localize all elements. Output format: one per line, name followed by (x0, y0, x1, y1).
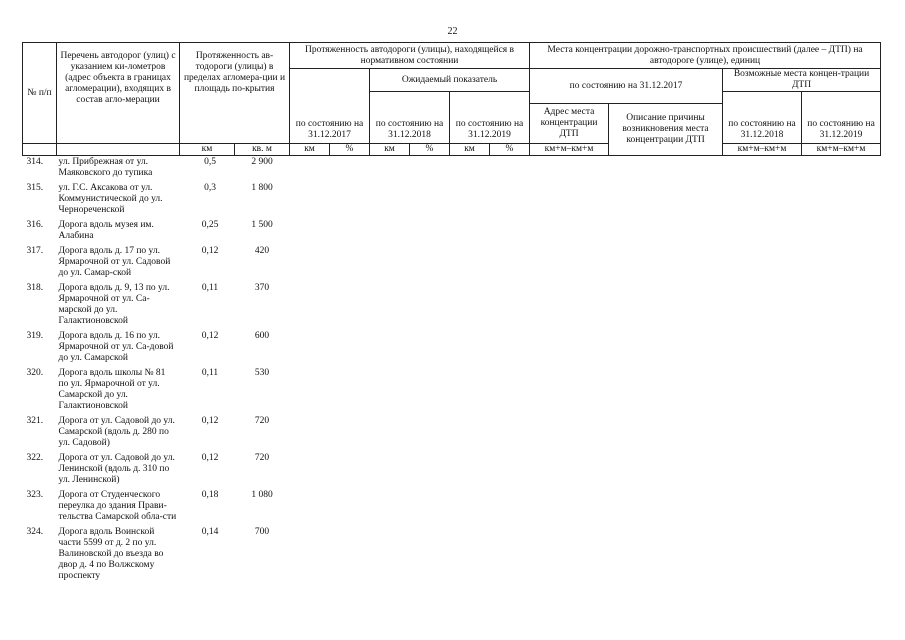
table-row (23, 182, 881, 219)
empty-cell (609, 526, 723, 585)
empty-cell (723, 282, 802, 330)
empty-cell (410, 182, 450, 219)
empty-cell (802, 156, 881, 183)
empty-cell (530, 452, 609, 489)
empty-cell (802, 330, 881, 367)
empty-cell (802, 282, 881, 330)
row-number: 319. (26, 331, 44, 341)
unit-pct: % (490, 144, 530, 156)
empty-cell (290, 452, 330, 489)
road-area-sqm: 600 (254, 331, 270, 341)
empty-cell (723, 182, 802, 219)
empty-cell (609, 156, 723, 183)
empty-cell (370, 219, 410, 245)
unit-pct: % (330, 144, 370, 156)
unit-sqm: кв. м (235, 144, 290, 156)
header-normative-group: Протяженность автодороги (улицы), находящейся в нормативном состоянии (290, 43, 530, 69)
empty-cell (490, 182, 530, 219)
empty-cell (290, 282, 330, 330)
row-number: 320. (26, 368, 44, 378)
header-as-of-2017: по состоянию на 31.12.2017 (290, 69, 370, 144)
empty-cell (530, 489, 609, 526)
road-area-sqm: 530 (254, 368, 270, 378)
empty-cell (802, 415, 881, 452)
empty-cell (410, 330, 450, 367)
empty-cell (530, 156, 609, 183)
road-name: Дорога вдоль Воинской части 5599 от д. 2 по ул. Валиновской до въезда во двор д. 4 по Волжскому проспекту (58, 527, 164, 581)
road-length-km: 0,11 (201, 283, 219, 293)
empty-cell (530, 282, 609, 330)
empty-cell (450, 282, 490, 330)
empty-cell (410, 489, 450, 526)
empty-cell (370, 415, 410, 452)
empty-cell (330, 489, 370, 526)
row-number: 323. (26, 490, 44, 500)
unit-pct: % (410, 144, 450, 156)
empty-cell (370, 452, 410, 489)
road-length-km: 0,5 (204, 157, 216, 167)
empty-cell (330, 452, 370, 489)
header-as-of-2019: по состоянию на 31.12.2019 (450, 92, 530, 144)
table-header (23, 43, 881, 156)
unit-kmkm: км+м–км+м (802, 144, 881, 156)
empty-cell (530, 526, 609, 585)
road-name: Дорога вдоль д. 17 по ул. Ярмарочной от ул. Садовой до ул. Самар-ской (58, 246, 171, 278)
empty-cell (530, 182, 609, 219)
row-number: 324. (26, 527, 44, 537)
empty-cell (490, 245, 530, 282)
empty-cell (609, 282, 723, 330)
table-row (23, 245, 881, 282)
empty-cell (490, 282, 530, 330)
empty-cell (723, 156, 802, 183)
road-area-sqm: 370 (254, 283, 270, 293)
table-row (23, 156, 881, 183)
empty-cell (723, 245, 802, 282)
empty-cell (609, 367, 723, 415)
empty-cell (410, 219, 450, 245)
empty-cell (802, 452, 881, 489)
table-row (23, 282, 881, 330)
row-number: 315. (26, 183, 44, 193)
road-area-sqm: 1 800 (251, 183, 273, 193)
page-number: 22 (447, 26, 458, 37)
road-length-km: 0,14 (201, 527, 219, 537)
road-area-sqm: 2 900 (251, 157, 273, 167)
empty-cell (370, 489, 410, 526)
empty-cell (450, 526, 490, 585)
empty-cell (450, 415, 490, 452)
road-name: Дорога вдоль музея им. Алабина (58, 220, 154, 241)
empty-cell (802, 367, 881, 415)
header-as-of-2018: по состоянию на 31.12.2018 (370, 92, 450, 144)
empty-cell (330, 182, 370, 219)
road-name: Дорога от ул. Садовой до ул. Ленинской (вдоль д. 310 по ул. Ленинской) (58, 453, 175, 485)
empty-cell (802, 526, 881, 585)
road-area-sqm: 1 500 (251, 220, 273, 230)
road-length-km: 0,12 (201, 331, 219, 341)
header-expected: Ожидаемый показатель (370, 69, 530, 92)
empty-cell (490, 367, 530, 415)
empty-cell (530, 245, 609, 282)
empty-cell (330, 156, 370, 183)
header-description: Описание причины возникновения места концентрации ДТП (609, 104, 723, 156)
unit-km: км (370, 144, 410, 156)
empty-cell (802, 489, 881, 526)
empty-cell (490, 330, 530, 367)
table-row (23, 415, 881, 452)
table-row (23, 489, 881, 526)
empty-cell (410, 245, 450, 282)
unit-kmkm: км+м–км+м (723, 144, 802, 156)
empty-cell (530, 367, 609, 415)
empty-cell (609, 489, 723, 526)
road-name: Дорога от ул. Садовой до ул. Самарской (вдоль д. 280 по ул. Садовой) (58, 416, 175, 448)
empty-cell (290, 367, 330, 415)
empty-cell (330, 219, 370, 245)
unit-kmkm: км+м–км+м (530, 144, 609, 156)
empty-cell (530, 415, 609, 452)
empty-cell (450, 489, 490, 526)
empty-cell (723, 330, 802, 367)
empty-cell (609, 415, 723, 452)
row-number: 321. (26, 416, 44, 426)
empty-cell (290, 219, 330, 245)
header-length: Протяженность ав-тодороги (улицы) в пределах агломера-ции и площадь по-крытия (180, 43, 290, 144)
row-number: 322. (26, 453, 44, 463)
empty-cell (410, 415, 450, 452)
empty-cell (530, 330, 609, 367)
empty-cell (609, 182, 723, 219)
road-area-sqm: 700 (254, 527, 270, 537)
empty-cell (290, 526, 330, 585)
empty-cell (410, 452, 450, 489)
table-row (23, 526, 881, 585)
road-length-km: 0,25 (201, 220, 219, 230)
road-area-sqm: 720 (254, 416, 270, 426)
empty-cell (609, 330, 723, 367)
empty-cell (290, 245, 330, 282)
empty-cell (450, 452, 490, 489)
empty-cell (370, 330, 410, 367)
road-length-km: 0,11 (201, 368, 219, 378)
empty-cell (330, 526, 370, 585)
empty-cell (450, 156, 490, 183)
empty-cell (370, 526, 410, 585)
empty-cell (330, 415, 370, 452)
unit-empty (57, 144, 180, 156)
empty-cell (490, 219, 530, 245)
row-number: 314. (26, 157, 44, 167)
empty-cell (609, 245, 723, 282)
empty-cell (290, 415, 330, 452)
empty-cell (450, 245, 490, 282)
header-address: Адрес места концентрации ДТП (530, 104, 609, 144)
empty-cell (330, 330, 370, 367)
header-num: № п/п (23, 43, 57, 144)
empty-cell (450, 330, 490, 367)
empty-cell (290, 330, 330, 367)
empty-cell (450, 367, 490, 415)
unit-empty (23, 144, 57, 156)
road-length-km: 0,18 (201, 490, 219, 500)
header-possible-places: Возможные места концен-трации ДТП (723, 69, 881, 92)
row-number: 317. (26, 246, 44, 256)
empty-cell (723, 219, 802, 245)
empty-cell (802, 245, 881, 282)
table-row (23, 367, 881, 415)
road-length-km: 0,12 (201, 453, 219, 463)
empty-cell (370, 282, 410, 330)
empty-cell (330, 245, 370, 282)
empty-cell (370, 182, 410, 219)
road-name: ул. Г.С. Аксакова от ул. Коммунистической до ул. Чернореченской (58, 183, 163, 215)
header-road-list: Перечень автодорог (улиц) с указанием ки-лометров (адрес объекта в границах агломерации), входящих в состав агло-мерации (57, 43, 180, 144)
header-dtp-2018: по состоянию на 31.12.2018 (723, 92, 802, 144)
roads-table (22, 42, 881, 585)
road-name: Дорога вдоль школы № 81 по ул. Ярмарочной от ул. Самарской до ул. Галактионовской (58, 368, 166, 411)
table-row (23, 452, 881, 489)
empty-cell (723, 367, 802, 415)
empty-cell (609, 219, 723, 245)
empty-cell (490, 452, 530, 489)
empty-cell (802, 219, 881, 245)
empty-cell (490, 156, 530, 183)
road-area-sqm: 720 (254, 453, 270, 463)
empty-cell (370, 156, 410, 183)
header-dtp-group: Места концентрации дорожно-транспортных происшествий (далее – ДТП) на автодороге (улице), единиц (530, 43, 881, 69)
empty-cell (450, 219, 490, 245)
table-row (23, 330, 881, 367)
empty-cell (490, 489, 530, 526)
unit-km: км (290, 144, 330, 156)
unit-km: км (450, 144, 490, 156)
empty-cell (410, 526, 450, 585)
empty-cell (330, 367, 370, 415)
unit-km: км (180, 144, 235, 156)
road-area-sqm: 420 (254, 246, 270, 256)
empty-cell (290, 182, 330, 219)
empty-cell (290, 156, 330, 183)
table-body (23, 156, 881, 586)
road-length-km: 0,12 (201, 416, 219, 426)
road-name: Дорога от Студенческого переулка до здания Прави-тельства Самарской обла-сти (58, 490, 177, 522)
empty-cell (609, 452, 723, 489)
empty-cell (490, 415, 530, 452)
road-length-km: 0,12 (201, 246, 219, 256)
empty-cell (370, 367, 410, 415)
road-area-sqm: 1 080 (251, 490, 273, 500)
table-row (23, 219, 881, 245)
empty-cell (802, 182, 881, 219)
empty-cell (723, 489, 802, 526)
empty-cell (330, 282, 370, 330)
empty-cell (410, 156, 450, 183)
road-name: ул. Прибрежная от ул. Маяковского до тупика (58, 157, 153, 178)
empty-cell (490, 526, 530, 585)
empty-cell (450, 182, 490, 219)
empty-cell (410, 282, 450, 330)
row-number: 316. (26, 220, 44, 230)
row-number: 318. (26, 283, 44, 293)
empty-cell (370, 245, 410, 282)
road-length-km: 0,3 (204, 183, 216, 193)
empty-cell (410, 367, 450, 415)
header-dtp-2019: по состоянию на 31.12.2019 (802, 92, 881, 144)
road-name: Дорога вдоль д. 9, 13 по ул. Ярмарочной от ул. Са-марской до ул. Галактионовской (58, 283, 170, 326)
empty-cell (530, 219, 609, 245)
empty-cell (723, 415, 802, 452)
road-name: Дорога вдоль д. 16 по ул. Ярмарочной от ул. Са-довой до ул. Самарской (58, 331, 174, 363)
header-dtp-as-of-2017: по состоянию на 31.12.2017 (530, 69, 723, 104)
empty-cell (290, 489, 330, 526)
empty-cell (723, 452, 802, 489)
empty-cell (723, 526, 802, 585)
